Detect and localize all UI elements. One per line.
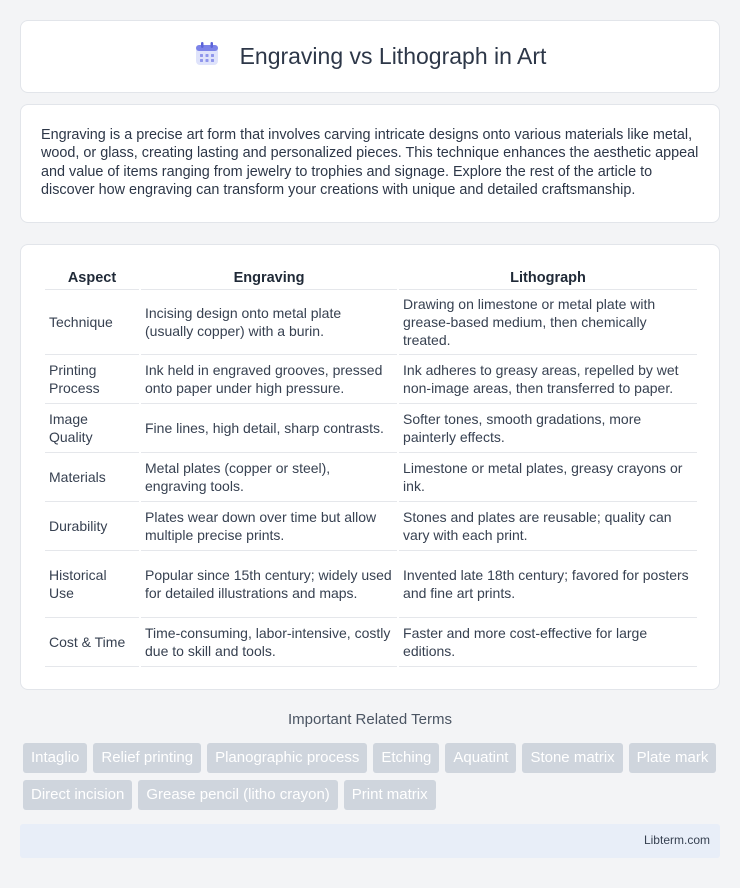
row-aspect: Image Quality (45, 404, 139, 453)
column-header-engraving: Engraving (141, 266, 397, 290)
row-aspect: Cost & Time (45, 618, 139, 667)
column-header-lithograph: Lithograph (399, 266, 697, 290)
comparison-table (43, 266, 699, 667)
term-tag[interactable]: Relief printing (93, 743, 201, 773)
row-lithograph: Ink adheres to greasy areas, repelled by wet non-image areas, then transferred to paper. (399, 355, 697, 404)
related-terms-list (23, 743, 723, 810)
row-engraving: Incising design onto metal plate (usually copper) with a burin. (141, 290, 397, 355)
calendar-icon (194, 41, 220, 72)
term-tag[interactable]: Plate mark (629, 743, 717, 773)
row-lithograph: Limestone or metal plates, greasy crayons or ink. (399, 453, 697, 502)
table-row (45, 290, 697, 355)
row-aspect: Printing Process (45, 355, 139, 404)
related-terms-title: Important Related Terms (288, 711, 452, 728)
row-engraving: Popular since 15th century; widely used for detailed illustrations and maps. (141, 551, 397, 618)
page-title: Engraving vs Lithograph in Art (239, 43, 547, 69)
row-aspect: Technique (45, 290, 139, 355)
row-aspect: Durability (45, 502, 139, 551)
term-tag[interactable]: Planographic process (207, 743, 367, 773)
table-row (45, 502, 697, 551)
term-tag[interactable]: Print matrix (344, 780, 436, 810)
row-engraving: Plates wear down over time but allow multiple precise prints. (141, 502, 397, 551)
row-aspect: Materials (45, 453, 139, 502)
table-row (45, 404, 697, 453)
table-header-row (45, 266, 697, 290)
row-lithograph: Stones and plates are reusable; quality can vary with each print. (399, 502, 697, 551)
term-tag[interactable]: Stone matrix (522, 743, 622, 773)
row-engraving: Metal plates (copper or steel), engraving tools. (141, 453, 397, 502)
row-engraving: Time-consuming, labor-intensive, costly due to skill and tools. (141, 618, 397, 667)
column-header-aspect: Aspect (45, 266, 139, 290)
row-engraving: Fine lines, high detail, sharp contrasts. (141, 404, 397, 453)
table-row (45, 551, 697, 618)
term-tag[interactable]: Aquatint (445, 743, 516, 773)
term-tag[interactable]: Grease pencil (litho crayon) (138, 780, 337, 810)
term-tag[interactable]: Etching (373, 743, 439, 773)
row-lithograph: Invented late 18th century; favored for posters and fine art prints. (399, 551, 697, 618)
footer-site-link[interactable]: Libterm.com (643, 833, 710, 847)
intro-paragraph: Engraving is a precise art form that involves carving intricate designs onto various materials like metal, wood, or glass, creating lasting and personalized pieces. This technique enhances the aesthetic appeal and value of items ranging from jewelry to trophies and signage. Explore the rest of the article to discover how engraving can transform your creations with unique and detailed craftsmanship. (41, 127, 699, 198)
header-card (20, 20, 720, 93)
row-engraving: Ink held in engraved grooves, pressed onto paper under high pressure. (141, 355, 397, 404)
row-aspect: Historical Use (45, 551, 139, 618)
row-lithograph: Faster and more cost-effective for large editions. (399, 618, 697, 667)
comparison-card (20, 244, 720, 690)
term-tag[interactable]: Intaglio (23, 743, 87, 773)
term-tag[interactable]: Direct incision (23, 780, 132, 810)
row-lithograph: Drawing on limestone or metal plate with grease-based medium, then chemically treated. (399, 290, 697, 355)
table-row (45, 355, 697, 404)
footer (20, 824, 720, 858)
row-lithograph: Softer tones, smooth gradations, more painterly effects. (399, 404, 697, 453)
table-row (45, 453, 697, 502)
intro-card (20, 104, 720, 223)
table-row (45, 618, 697, 667)
